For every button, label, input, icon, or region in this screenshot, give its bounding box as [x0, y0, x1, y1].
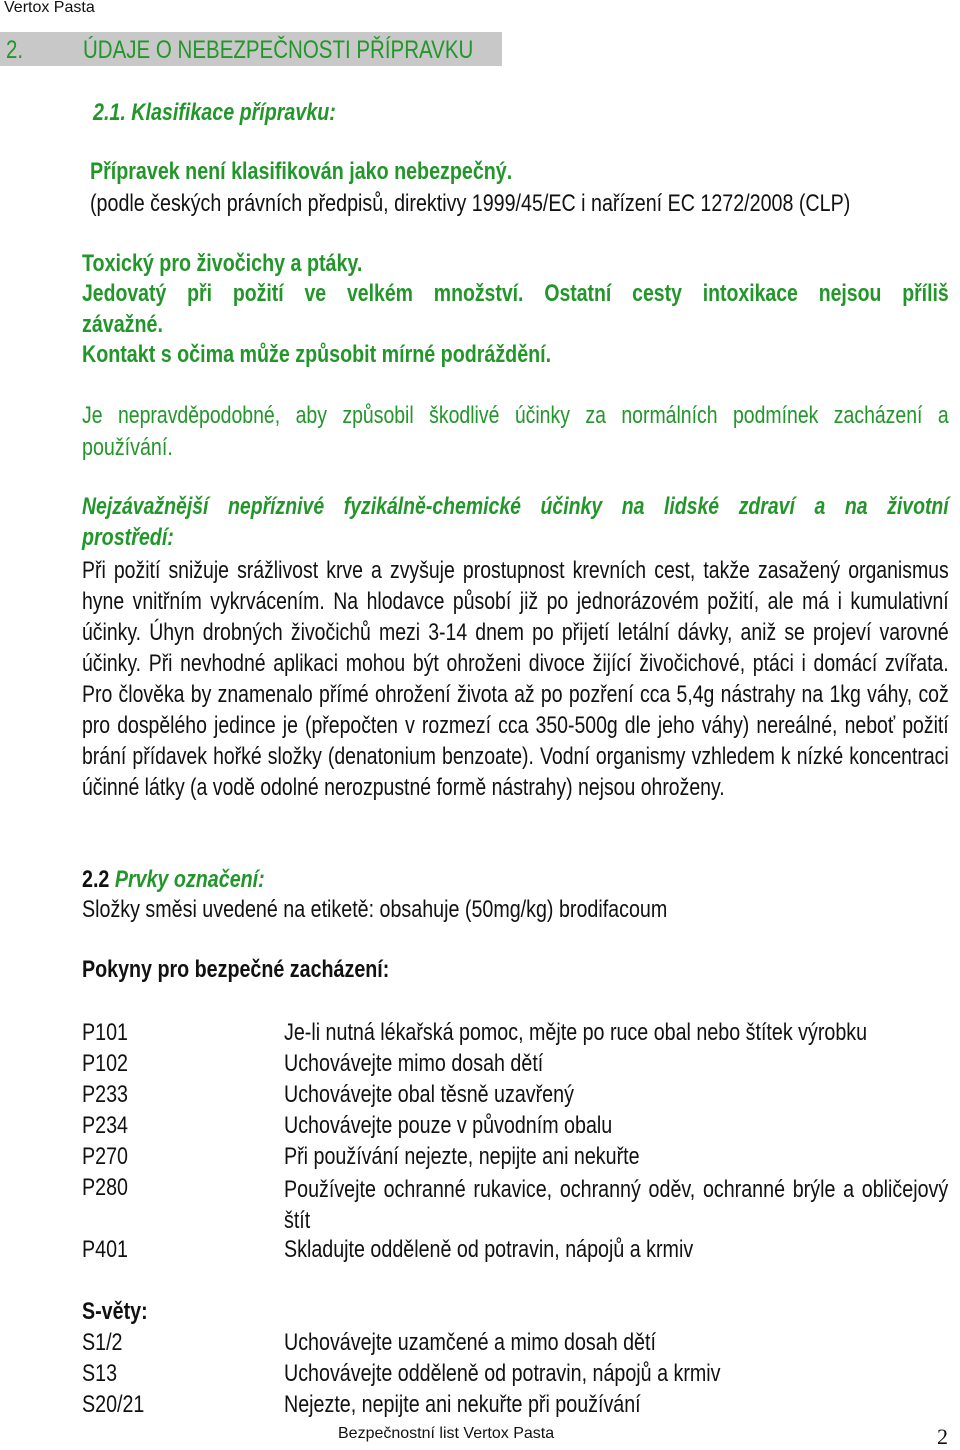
- phrase-text: Uchovávejte pouze v původním obalu: [284, 1112, 613, 1139]
- phrase-text: Uchovávejte uzamčené a mimo dosah dětí: [284, 1329, 656, 1356]
- phrase-text: Uchovávejte obal těsně uzavřený: [284, 1081, 574, 1108]
- phrase-text: Je-li nutná lékařská pomoc, mějte po ruce obal nebo štítek výrobku: [284, 1019, 868, 1046]
- phrase-text: Nejezte, nepijte ani nekuřte při používání: [284, 1391, 641, 1418]
- phrase-code: P234: [82, 1112, 128, 1139]
- page-number: 2: [937, 1424, 948, 1449]
- phrase-text: Uchovávejte mimo dosah dětí: [284, 1050, 544, 1077]
- section-number: 2.: [6, 36, 24, 64]
- phrase-code: P102: [82, 1050, 128, 1077]
- classification-heading: 2.1. Klasifikace přípravku:: [93, 99, 336, 126]
- phrase-code: P233: [82, 1081, 128, 1108]
- phrase-code: P101: [82, 1019, 128, 1046]
- hazard-toxic: Toxický pro živočichy a ptáky.: [82, 250, 363, 277]
- phrase-code: S1/2: [82, 1329, 123, 1356]
- header-doc-name: Vertox Pasta: [4, 0, 95, 16]
- phrase-code: S13: [82, 1360, 118, 1387]
- classification-basis: (podle českých právních předpisů, direktivy 1999/45/EC i nařízení EC 1272/2008 (CLP): [90, 190, 851, 217]
- hazard-note-line1: Je nepravděpodobné, aby způsobil škodlivé účinky za normálních podmínek zacházení a: [82, 402, 949, 429]
- phrase-code: P270: [82, 1143, 128, 1170]
- hazard-ingestion-cont: závažné.: [82, 311, 163, 338]
- classification-status: Přípravek není klasifikován jako nebezpečný.: [90, 158, 513, 185]
- phrase-code: P401: [82, 1236, 128, 1263]
- precautions-heading: Pokyny pro bezpečné zacházení:: [82, 956, 390, 983]
- effects-heading: Nejzávažnější nepříznivé fyzikálně-chemické účinky na lidské zdraví a na životní: [82, 493, 949, 520]
- effects-paragraph: Při požití snižuje srážlivost krve a zvyšuje prostupnost krevních cest, takže zasažený organismus hyne vnitřním vykrvácením. Na hlodavce působí již po jednorázovém požití, ale má i kumulativní účinky. Úhyn drobných živočichů mezi 3-14 dnem po přijetí letální dávky, aniž se projeví varovné účinky. Při nevhodné aplikaci mohou být ohroženi divoce žijící živočichové, ptáci i domácí zvířata. Pro člověka by znamenalo přímé ohrožení života až po pozření cca 5,4g nástrahy na 1kg váhy, což pro dospělého jedince je (přepočten v rozmezí cca 350-500g dle jeho váhy) nereálné, neboť požití brání přídavek hořké složky (denatonium benzoate). Vodní organismy vzhledem k nízké koncentraci účinné látky (a vodě odolné nerozpustné formě nástrahy) nejsou ohroženy.: [82, 557, 949, 801]
- hazard-ingestion: Jedovatý při požití ve velkém množství. Ostatní cesty intoxikace nejsou příliš: [82, 280, 949, 307]
- phrase-text: Uchovávejte odděleně od potravin, nápojů a krmiv: [284, 1360, 721, 1387]
- phrase-code: P280: [82, 1174, 128, 1201]
- effects-heading-cont: prostředí:: [82, 524, 174, 551]
- phrase-text: Skladujte odděleně od potravin, nápojů a krmiv: [284, 1236, 694, 1263]
- phrase-text: Používejte ochranné rukavice, ochranný oděv, ochranné brýle a obličejový štít: [284, 1176, 949, 1234]
- section-title: ÚDAJE O NEBEZPEČNOSTI PŘÍPRAVKU: [83, 36, 474, 64]
- hazard-eye-contact: Kontakt s očima může způsobit mírné podráždění.: [82, 341, 552, 368]
- hazard-note-line2: používání.: [82, 434, 173, 461]
- phrase-text: Při používání nejezte, nepijte ani nekuřte: [284, 1143, 640, 1170]
- labeling-composition: Složky směsi uvedené na etiketě: obsahuje (50mg/kg) brodifacoum: [82, 896, 668, 923]
- labeling-heading: 2.2 Prvky označení:: [82, 866, 265, 893]
- footer-label: Bezpečnostní list Vertox Pasta: [338, 1425, 555, 1442]
- phrase-code: S20/21: [82, 1391, 145, 1418]
